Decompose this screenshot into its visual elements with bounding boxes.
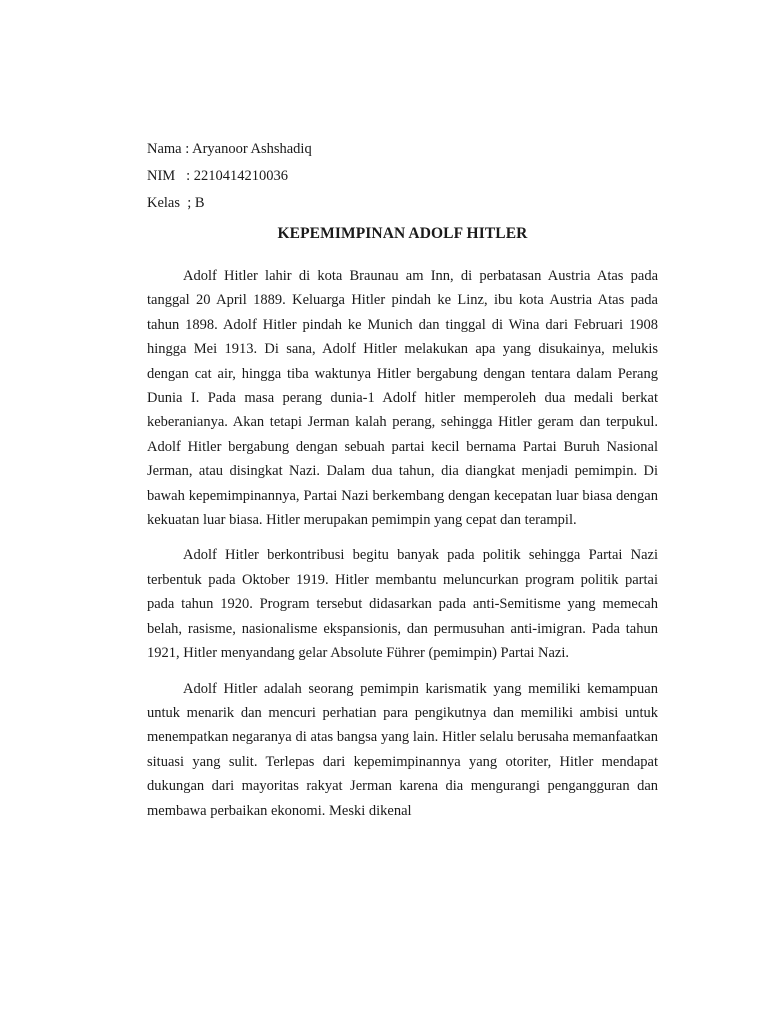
document-title: KEPEMIMPINAN ADOLF HITLER: [277, 225, 528, 242]
student-nim: NIM : 2210414210036: [147, 168, 288, 184]
paragraph-3: Adolf Hitler adalah seorang pemimpin karismatik yang memiliki kemampuan untuk menarik dan mencuri perhatian para pengikutnya dan memiliki ambisi untuk menempatkan negaranya di atas bangsa yang lain. Hitler selalu berusaha memanfaatkan situasi yang sulit. Terlepas dari kepemimpinannya yang otoriter, Hitler mendapat dukungan dari mayoritas rakyat Jerman karena dia mengurangi pengangguran dan membawa perbaikan ekonomi. Meski dikenal: [147, 680, 658, 819]
student-name: Nama : Aryanoor Ashshadiq: [147, 141, 312, 157]
document-content: [147, 136, 658, 823]
paragraph-1: Adolf Hitler lahir di kota Braunau am Inn, di perbatasan Austria Atas pada tanggal 20 April 1889. Keluarga Hitler pindah ke Linz, ibu kota Austria Atas pada tahun 1898. Adolf Hitler pindah ke Munich dan tinggal di Wina dari Februari 1908 hingga Mei 1913. Di sana, Adolf Hitler melakukan apa yang disukainya, melukis dengan cat air, hingga tiba waktunya Hitler bergabung dengan tentara dalam Perang Dunia I. Pada masa perang dunia-1 Adolf hitler memperoleh dua medali berkat keberanianya. Akan tetapi Jerman kalah perang, sehingga Hitler geram dan terpukul. Adolf Hitler bergabung dengan sebuah partai kecil bernama Partai Buruh Nasional Jerman, atau disingkat Nazi. Dalam dua tahun, dia diangkat menjadi pemimpin. Di bawah kepemimpinannya, Partai Nazi berkembang dengan kecepatan luar biasa dengan kekuatan luar biasa. Hitler merupakan pemimpin yang cepat dan terampil.: [147, 268, 658, 529]
student-class: Kelas ; B: [147, 195, 205, 211]
paragraph-2: Adolf Hitler berkontribusi begitu banyak pada politik sehingga Partai Nazi terbentuk pada Oktober 1919. Hitler membantu meluncurkan program politik partai pada tahun 1920. Program tersebut didasarkan pada anti-Semitisme yang memecah belah, rasisme, nasionalisme ekspansionis, dan permusuhan anti-imigran. Pada tahun 1921, Hitler menyandang gelar Absolute Führer (pemimpin) Partai Nazi.: [147, 547, 658, 662]
